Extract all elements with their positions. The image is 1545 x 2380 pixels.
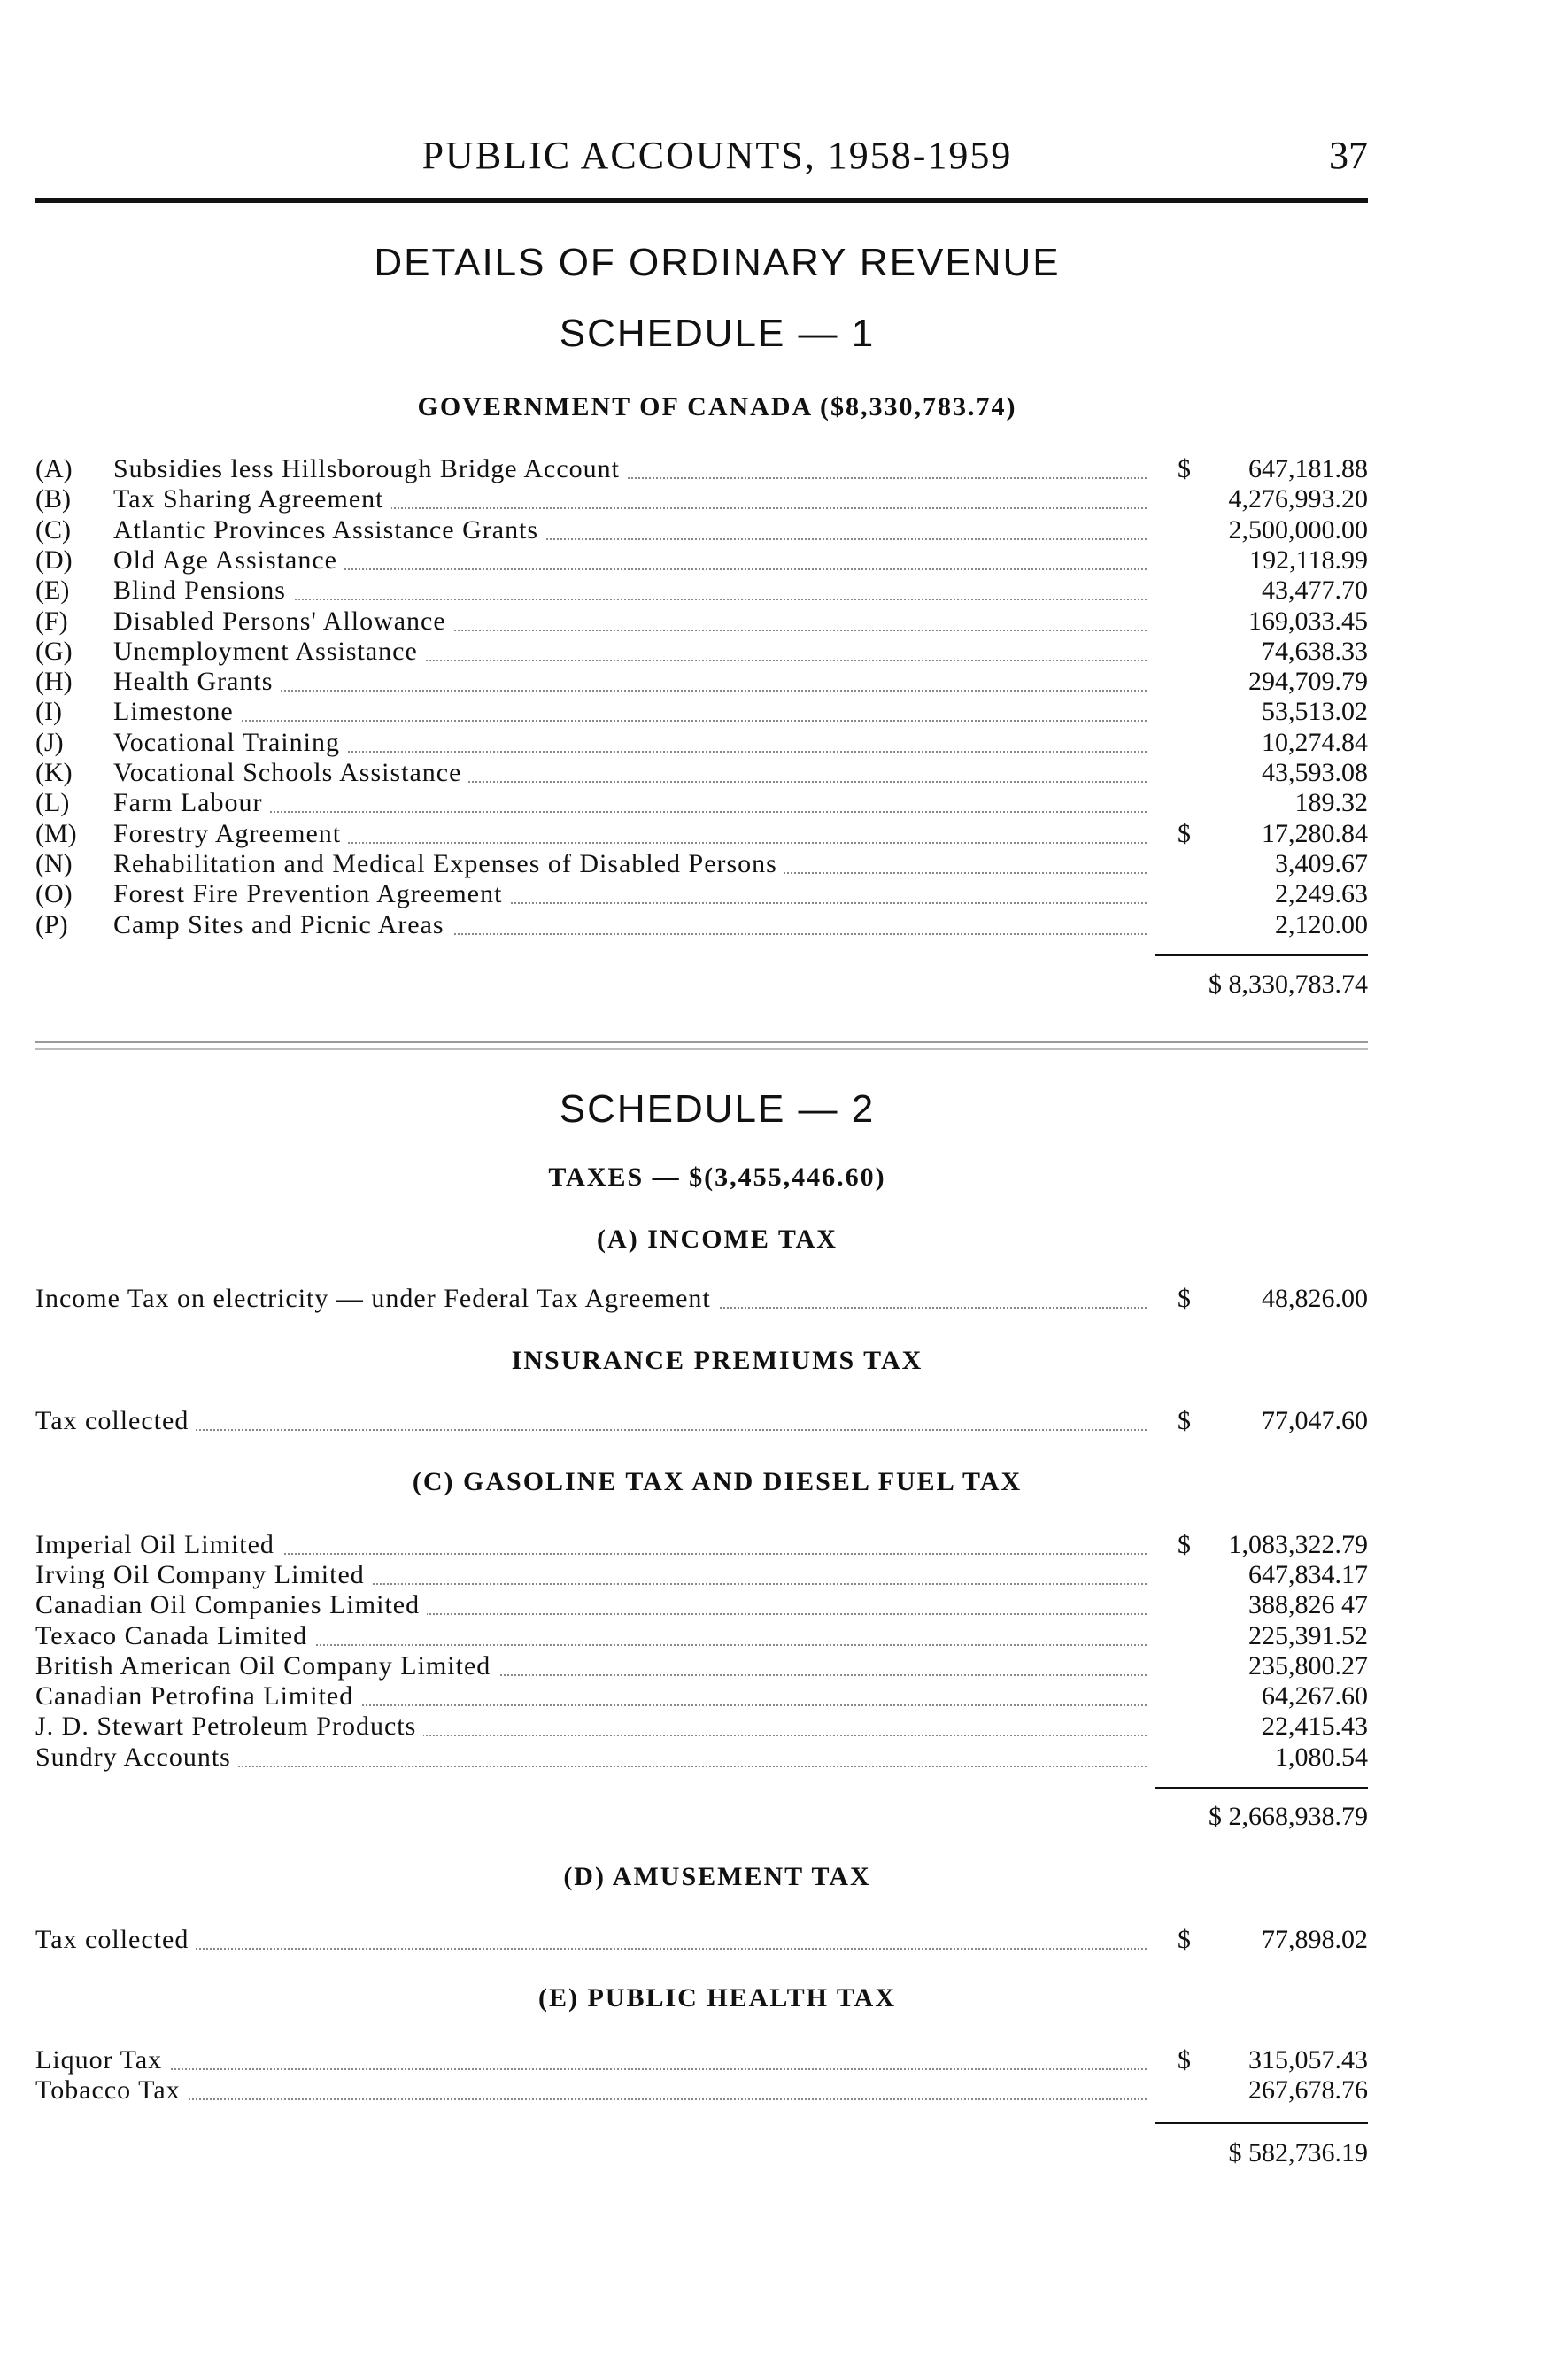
- public-health-item: [35, 2075, 1368, 2106]
- item-amount: 74,638.33: [1262, 637, 1368, 666]
- item-amount: 77,047.60: [1262, 1406, 1368, 1435]
- public-health-item: [35, 2045, 1368, 2075]
- gasoline-item: [35, 1712, 1368, 1742]
- item-label: Atlantic Provinces Assistance Grants: [113, 515, 545, 545]
- item-label: Sundry Accounts: [35, 1742, 238, 1772]
- gasoline-item: [35, 1742, 1368, 1773]
- public-health-total-row: [35, 2138, 1368, 2168]
- item-letter: (F): [35, 607, 68, 636]
- item-amount: 53,513.02: [1262, 697, 1368, 726]
- item-amount: 48,826.00: [1262, 1284, 1368, 1313]
- item-label: British American Oil Company Limited: [35, 1651, 498, 1681]
- item-label: Tobacco Tax: [35, 2075, 188, 2105]
- schedule-1-item: [35, 819, 1368, 849]
- item-amount: 22,415.43: [1262, 1712, 1368, 1741]
- item-label: Unemployment Assistance: [113, 637, 425, 666]
- item-amount: 192,118.99: [1249, 545, 1368, 575]
- gasoline-item: [35, 1681, 1368, 1712]
- section-divider: [35, 1041, 1368, 1043]
- item-label: Tax Sharing Agreement: [113, 484, 391, 514]
- item-amount: 388,826 47: [1248, 1590, 1368, 1619]
- item-amount: 235,800.27: [1248, 1651, 1368, 1681]
- insurance-tax-row: [35, 1406, 1368, 1436]
- item-amount: 225,391.52: [1248, 1621, 1368, 1650]
- item-letter: (C): [35, 515, 71, 545]
- item-amount: 647,181.88: [1248, 454, 1368, 483]
- item-label: Rehabilitation and Medical Expenses of Disabled Persons: [113, 849, 784, 878]
- details-title: DETAILS OF ORDINARY REVENUE: [374, 241, 1061, 284]
- gasoline-item: [35, 1621, 1368, 1651]
- item-label: Irving Oil Company Limited: [35, 1560, 372, 1589]
- schedule-1-item: [35, 879, 1368, 909]
- item-label: Limestone: [113, 697, 241, 726]
- schedule-1-item: [35, 454, 1368, 484]
- gasoline-total-row: [35, 1802, 1368, 1832]
- schedule-2-title: SCHEDULE — 2: [559, 1087, 876, 1131]
- item-letter: (N): [35, 849, 73, 878]
- item-letter: (O): [35, 879, 73, 908]
- schedule-1-item: [35, 637, 1368, 667]
- item-amount: 315,057.43: [1248, 2045, 1368, 2075]
- public-health-total: $ 582,736.19: [1228, 2138, 1368, 2168]
- item-label: Subsidies less Hillsborough Bridge Account: [113, 454, 627, 483]
- item-amount: 169,033.45: [1248, 607, 1368, 636]
- item-letter: (E): [35, 576, 70, 605]
- gasoline-item: [35, 1530, 1368, 1560]
- item-label: Forestry Agreement: [113, 819, 348, 848]
- income-tax-row: [35, 1284, 1368, 1314]
- page-number: 37: [1329, 134, 1368, 177]
- section-divider: [35, 1048, 1368, 1050]
- item-letter: (L): [35, 788, 70, 817]
- amusement-tax-heading: (D) AMUSEMENT TAX: [563, 1862, 871, 1891]
- item-letter: (G): [35, 637, 73, 666]
- item-amount: 267,678.76: [1248, 2075, 1368, 2105]
- schedule-1-total: $ 8,330,783.74: [1209, 970, 1368, 999]
- item-letter: (K): [35, 758, 73, 787]
- schedule-1-item: [35, 849, 1368, 879]
- item-letter: (P): [35, 910, 68, 939]
- item-letter: (I): [35, 697, 62, 726]
- item-label: Liquor Tax: [35, 2045, 169, 2075]
- item-letter: (A): [35, 454, 73, 483]
- insurance-premiums-heading: INSURANCE PREMIUMS TAX: [511, 1346, 923, 1375]
- dollar-sign: $: [1178, 1406, 1191, 1435]
- schedule-1-item: [35, 607, 1368, 637]
- item-letter: (B): [35, 484, 71, 514]
- amusement-tax-row: [35, 1925, 1368, 1955]
- gasoline-item: [35, 1590, 1368, 1620]
- schedule-1-subtitle: GOVERNMENT OF CANADA ($8,330,783.74): [417, 392, 1017, 421]
- schedule-2-subtitle: TAXES — $(3,455,446.60): [548, 1163, 886, 1192]
- dollar-sign: $: [1178, 1284, 1191, 1313]
- item-letter: (J): [35, 728, 64, 757]
- item-label: J. D. Stewart Petroleum Products: [35, 1712, 423, 1741]
- item-label: Vocational Schools Assistance: [113, 758, 468, 787]
- dollar-sign: $: [1178, 1925, 1191, 1954]
- item-label: Old Age Assistance: [113, 545, 344, 575]
- item-amount: 43,477.70: [1262, 576, 1368, 605]
- item-label: Vocational Training: [113, 728, 347, 757]
- gasoline-item: [35, 1651, 1368, 1681]
- item-label: Camp Sites and Picnic Areas: [113, 910, 452, 939]
- schedule-1-item: [35, 484, 1368, 514]
- total-rule: [1155, 954, 1368, 956]
- item-label: Canadian Oil Companies Limited: [35, 1590, 427, 1619]
- item-amount: 2,500,000.00: [1228, 515, 1368, 545]
- schedule-1-item: [35, 515, 1368, 545]
- dollar-sign: $: [1178, 819, 1191, 848]
- item-label: Tax collected: [35, 1406, 196, 1435]
- item-amount: 1,083,322.79: [1228, 1530, 1368, 1559]
- item-label: Forest Fire Prevention Agreement: [113, 879, 509, 908]
- item-amount: 1,080.54: [1275, 1742, 1368, 1772]
- gasoline-tax-heading: (C) GASOLINE TAX AND DIESEL FUEL TAX: [412, 1467, 1023, 1496]
- schedule-1-item: [35, 697, 1368, 727]
- item-amount: 64,267.60: [1262, 1681, 1368, 1711]
- item-letter: (D): [35, 545, 73, 575]
- item-amount: 2,249.63: [1275, 879, 1368, 908]
- item-amount: 4,276,993.20: [1228, 484, 1368, 514]
- item-amount: 189.32: [1294, 788, 1368, 817]
- dollar-sign: $: [1178, 2045, 1191, 2075]
- item-amount: 17,280.84: [1262, 819, 1368, 848]
- running-header-title: PUBLIC ACCOUNTS, 1958-1959: [421, 134, 1013, 177]
- item-amount: 647,834.17: [1248, 1560, 1368, 1589]
- schedule-1-item: [35, 576, 1368, 606]
- schedule-1-item: [35, 758, 1368, 788]
- item-label: Imperial Oil Limited: [35, 1530, 282, 1559]
- item-amount: 294,709.79: [1248, 667, 1368, 696]
- schedule-1-title: SCHEDULE — 1: [559, 312, 876, 355]
- item-label: Farm Labour: [113, 788, 269, 817]
- item-amount: 77,898.02: [1262, 1925, 1368, 1954]
- item-label: Blind Pensions: [113, 576, 293, 605]
- item-amount: 43,593.08: [1262, 758, 1368, 787]
- dollar-sign: $: [1178, 454, 1191, 483]
- item-amount: 2,120.00: [1275, 910, 1368, 939]
- item-label: Tax collected: [35, 1925, 196, 1954]
- total-rule: [1155, 2122, 1368, 2124]
- schedule-1-item: [35, 667, 1368, 697]
- header-rule: [35, 198, 1368, 203]
- schedule-1-item: [35, 728, 1368, 758]
- item-label: Income Tax on electricity — under Federal Tax Agreement: [35, 1284, 718, 1313]
- schedule-1-item: [35, 788, 1368, 818]
- gasoline-total: $ 2,668,938.79: [1209, 1802, 1368, 1831]
- item-label: Canadian Petrofina Limited: [35, 1681, 360, 1711]
- schedule-1-total-row: [35, 970, 1368, 1000]
- total-rule: [1155, 1787, 1368, 1789]
- item-letter: (M): [35, 819, 77, 848]
- item-label: Texaco Canada Limited: [35, 1621, 314, 1650]
- item-letter: (H): [35, 667, 73, 696]
- item-amount: 3,409.67: [1275, 849, 1368, 878]
- schedule-1-item: [35, 545, 1368, 576]
- item-label: Disabled Persons' Allowance: [113, 607, 453, 636]
- gasoline-item: [35, 1560, 1368, 1590]
- item-amount: 10,274.84: [1262, 728, 1368, 757]
- income-tax-heading: (A) INCOME TAX: [597, 1225, 838, 1254]
- schedule-1-item: [35, 910, 1368, 940]
- dollar-sign: $: [1178, 1530, 1191, 1559]
- item-label: Health Grants: [113, 667, 280, 696]
- public-health-tax-heading: (E) PUBLIC HEALTH TAX: [537, 1983, 897, 2013]
